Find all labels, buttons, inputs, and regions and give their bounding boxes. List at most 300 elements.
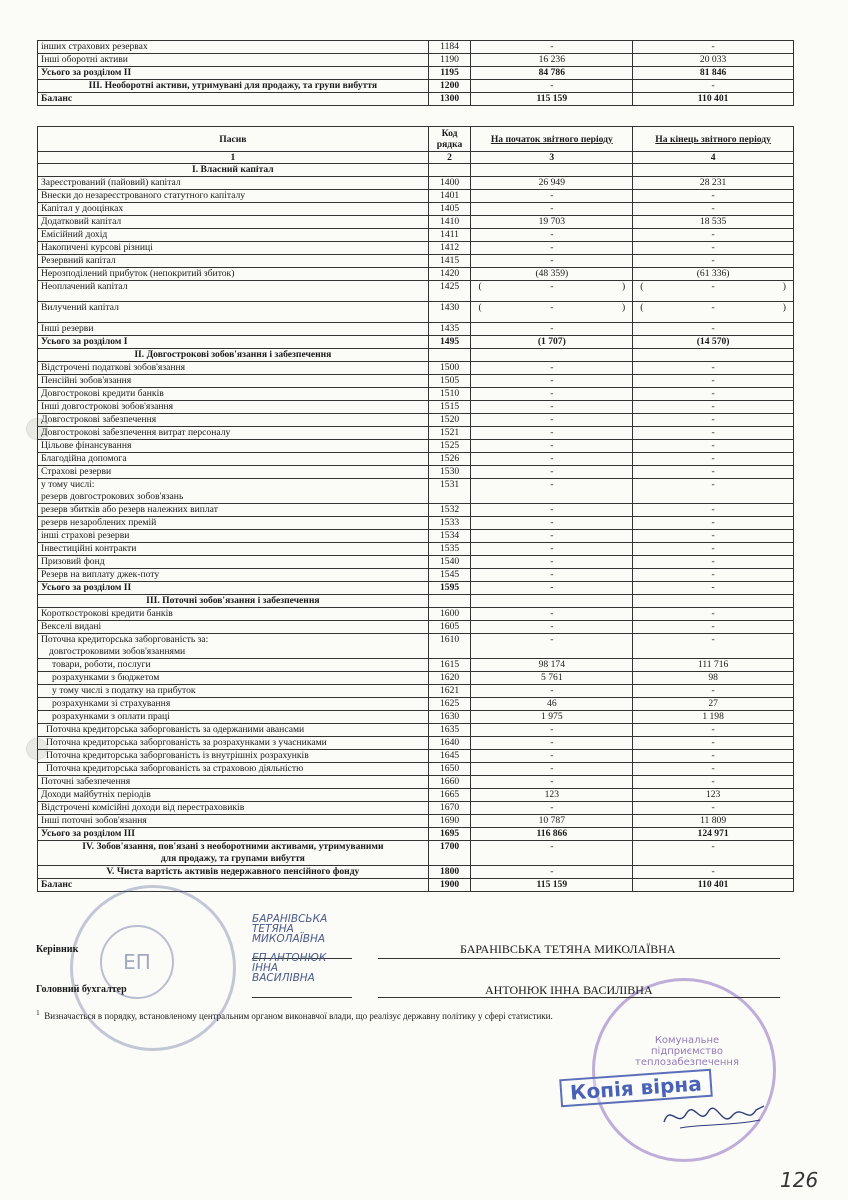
row-value-end: -: [633, 388, 794, 401]
row-code: 1515: [428, 401, 471, 414]
table-row: [38, 41, 794, 54]
table-row: [38, 595, 794, 608]
row-value-end: 81 846: [633, 67, 794, 80]
table-row: [38, 802, 794, 815]
row-code: 1520: [428, 414, 471, 427]
row-label: Інші довгострокові зобов'язання: [38, 401, 429, 414]
row-label-line: резерв довгострокових зобов'язань: [41, 491, 184, 502]
row-value-end: -: [633, 427, 794, 440]
row-value-start: -: [471, 375, 633, 388]
row-value-end: -: [633, 634, 794, 659]
row-value-start: -: [471, 582, 633, 595]
row-value-start: -: [471, 608, 633, 621]
row-value-end: -: [633, 190, 794, 203]
row-value-start: -: [471, 440, 633, 453]
row-value-end: -: [633, 323, 794, 336]
row-value-start: 19 703: [471, 216, 633, 229]
row-value-start: -: [471, 556, 633, 569]
header-passive: Пасив: [38, 127, 429, 152]
row-code: 1595: [428, 582, 471, 595]
row-value-end: -: [633, 517, 794, 530]
paren-open: (: [640, 281, 644, 292]
row-code: 1430: [428, 302, 471, 323]
footnote: [36, 1008, 553, 1021]
row-value-end: (61 336): [633, 268, 794, 281]
row-value-start: [471, 595, 633, 608]
row-value-start: -: [471, 866, 633, 879]
row-code: 1900: [428, 879, 471, 892]
table-row: [38, 268, 794, 281]
liabilities-table: [37, 126, 794, 892]
accountant-name-line: [378, 997, 780, 998]
row-value-start: -: [471, 242, 633, 255]
row-label: товари, роботи, послуги: [38, 659, 429, 672]
row-code: 1526: [428, 453, 471, 466]
row-value-end: -: [633, 608, 794, 621]
row-value-start: -: [471, 763, 633, 776]
row-code: 1495: [428, 336, 471, 349]
row-value-start: 115 159: [471, 879, 633, 892]
table-row: [38, 453, 794, 466]
row-value-end: 123: [633, 789, 794, 802]
copy-certified-stamp: Копія вірна: [559, 1069, 712, 1108]
row-code: 1540: [428, 556, 471, 569]
value: -: [550, 302, 554, 313]
row-value-start: -: [471, 453, 633, 466]
row-label-line: довгостроковими зобов'язаннями: [49, 646, 186, 657]
row-value-start: 98 174: [471, 659, 633, 672]
value: -: [711, 281, 715, 292]
row-value-end: [633, 595, 794, 608]
row-value-end: -: [633, 203, 794, 216]
table-row: [38, 203, 794, 216]
head-full-name: БАРАНІВСЬКА ТЕТЯНА МИКОЛАЇВНА: [460, 942, 676, 956]
row-label: Відстрочені комісійні доходи від перестраховиків: [38, 802, 429, 815]
header-start: На початок звітного періоду: [471, 127, 633, 152]
row-value-start: [471, 281, 633, 302]
table-row: [38, 685, 794, 698]
head-name-line: [378, 958, 780, 959]
row-code: 1401: [428, 190, 471, 203]
handwritten-signature: [660, 1098, 770, 1134]
table-row: [38, 711, 794, 724]
parenthesized-value: [636, 302, 790, 314]
row-value-start: -: [471, 229, 633, 242]
footnote-mark: 1: [36, 1008, 40, 1017]
row-label: IV. Зобов'язання, пов'язані з необоротними активами, утримуваними для продажу, та групами вибуття: [38, 841, 429, 866]
row-value-end: -: [633, 479, 794, 504]
col-number: 1: [38, 152, 429, 164]
row-value-end: 20 033: [633, 54, 794, 67]
row-value-start: (1 707): [471, 336, 633, 349]
row-code: 1532: [428, 504, 471, 517]
table-row: [38, 375, 794, 388]
row-code: 1195: [428, 67, 471, 80]
row-code: 1412: [428, 242, 471, 255]
row-value-end: -: [633, 255, 794, 268]
row-label: Інвестиційні контракти: [38, 543, 429, 556]
row-code: 1530: [428, 466, 471, 479]
table-row: [38, 789, 794, 802]
row-value-end: 124 971: [633, 828, 794, 841]
row-label: [38, 634, 429, 659]
column-number-row: [38, 152, 794, 164]
row-value-end: -: [633, 401, 794, 414]
row-value-start: -: [471, 724, 633, 737]
table-row: [38, 67, 794, 80]
row-value-start: 5 761: [471, 672, 633, 685]
table-row: [38, 242, 794, 255]
row-code: [428, 595, 471, 608]
table-row: [38, 427, 794, 440]
row-code: 1510: [428, 388, 471, 401]
row-code: 1700: [428, 841, 471, 866]
row-code: 1521: [428, 427, 471, 440]
row-value-end: 110 401: [633, 879, 794, 892]
table-row: [38, 479, 794, 504]
row-label: Капітал у дооцінках: [38, 203, 429, 216]
row-value-start: -: [471, 479, 633, 504]
row-code: 1500: [428, 362, 471, 375]
row-label: Інші оборотні активи: [38, 54, 429, 67]
row-label: розрахунками зі страхування: [38, 698, 429, 711]
table-row: [38, 763, 794, 776]
accountant-full-name: АНТОНЮК ІННА ВАСИЛІВНА: [485, 983, 653, 997]
row-code: 1410: [428, 216, 471, 229]
row-label: Цільове фінансування: [38, 440, 429, 453]
row-value-start: -: [471, 517, 633, 530]
row-value-end: -: [633, 621, 794, 634]
row-label: Поточні забезпечення: [38, 776, 429, 789]
table-row: [38, 530, 794, 543]
row-value-start: -: [471, 203, 633, 216]
table-row: [38, 190, 794, 203]
table-row: [38, 54, 794, 67]
row-value-end: [633, 349, 794, 362]
row-label: Додатковий капітал: [38, 216, 429, 229]
row-value-end: -: [633, 866, 794, 879]
page-number: 126: [780, 1168, 819, 1192]
row-label: [38, 479, 429, 504]
header-code: Код рядка: [428, 127, 471, 152]
row-code: 1645: [428, 750, 471, 763]
row-code: 1400: [428, 177, 471, 190]
row-value-end: -: [633, 763, 794, 776]
row-value-start: -: [471, 190, 633, 203]
row-value-end: -: [633, 80, 794, 93]
table-row: [38, 440, 794, 453]
table-header-row: [38, 127, 794, 152]
row-code: 1670: [428, 802, 471, 815]
row-value-end: -: [633, 440, 794, 453]
row-value-end: -: [633, 242, 794, 255]
table-row: [38, 414, 794, 427]
row-value-end: -: [633, 362, 794, 375]
row-value-start: -: [471, 362, 633, 375]
value: -: [550, 281, 554, 292]
row-value-start: (48 359): [471, 268, 633, 281]
table-row: [38, 866, 794, 879]
row-value-start: -: [471, 737, 633, 750]
paren-open: (: [478, 281, 482, 292]
row-code: 1190: [428, 54, 471, 67]
row-code: 1545: [428, 569, 471, 582]
row-code: 1415: [428, 255, 471, 268]
table-row: [38, 401, 794, 414]
paren-open: (: [478, 302, 482, 313]
row-value-end: [633, 164, 794, 177]
table-row: [38, 80, 794, 93]
row-value-end: -: [633, 414, 794, 427]
table-row: [38, 349, 794, 362]
table-row: [38, 302, 794, 323]
value: -: [711, 302, 715, 313]
ep-stamp-logo: ЕП: [100, 925, 174, 999]
row-value-start: -: [471, 255, 633, 268]
table-row: [38, 737, 794, 750]
row-value-end: 110 401: [633, 93, 794, 106]
table-row: [38, 815, 794, 828]
row-label: Нерозподілений прибуток (непокритий збиток): [38, 268, 429, 281]
table-row: [38, 698, 794, 711]
row-code: [428, 164, 471, 177]
row-code: 1665: [428, 789, 471, 802]
row-value-start: 46: [471, 698, 633, 711]
row-label: Довгострокові забезпечення витрат персоналу: [38, 427, 429, 440]
row-label: Усього за розділом I: [38, 336, 429, 349]
row-value-end: -: [633, 466, 794, 479]
col-number: 4: [633, 152, 794, 164]
row-value-start: 1 975: [471, 711, 633, 724]
row-label: Пенсійні зобов'язання: [38, 375, 429, 388]
row-value-start: 116 866: [471, 828, 633, 841]
table-row: [38, 177, 794, 190]
row-label-line: у тому числі:: [41, 479, 95, 490]
row-label: Страхові резерви: [38, 466, 429, 479]
table-row: [38, 621, 794, 634]
paren-close: ): [782, 302, 786, 313]
row-label: Поточна кредиторська заборгованість за розрахунками з учасниками: [38, 737, 429, 750]
row-label: розрахунками з оплати праці: [38, 711, 429, 724]
row-label: Емісійний дохід: [38, 229, 429, 242]
table-row: [38, 841, 794, 866]
row-label: Благодійна допомога: [38, 453, 429, 466]
row-code: 1630: [428, 711, 471, 724]
table-row: [38, 672, 794, 685]
row-code: 1615: [428, 659, 471, 672]
row-label: Накопичені курсові різниці: [38, 242, 429, 255]
row-value-start: -: [471, 776, 633, 789]
row-label: III. Необоротні активи, утримувані для продажу, та групи вибуття: [38, 80, 429, 93]
row-value-start: -: [471, 569, 633, 582]
paren-open: (: [640, 302, 644, 313]
row-code: 1690: [428, 815, 471, 828]
row-label: розрахунками з бюджетом: [38, 672, 429, 685]
table-row: [38, 336, 794, 349]
paren-close: ): [622, 281, 626, 292]
row-label: Внески до незареєстрованого статутного капіталу: [38, 190, 429, 203]
row-label: у тому числі з податку на прибуток: [38, 685, 429, 698]
row-code: 1200: [428, 80, 471, 93]
table-row: [38, 776, 794, 789]
table-row: [38, 164, 794, 177]
row-label: Баланс: [38, 879, 429, 892]
head-handwritten-name: БАРАНІВСЬКА ТЕТЯНА МИКОЛАЇВНА: [252, 913, 328, 945]
paren-close: ): [782, 281, 786, 292]
paren-close: ): [622, 302, 626, 313]
row-value-end: [633, 281, 794, 302]
row-label: резерв незароблених премій: [38, 517, 429, 530]
parenthesized-value: [636, 281, 790, 293]
row-label: Баланс: [38, 93, 429, 106]
row-value-start: [471, 349, 633, 362]
row-value-end: -: [633, 569, 794, 582]
row-value-start: 123: [471, 789, 633, 802]
row-label: Резервний капітал: [38, 255, 429, 268]
table-row: [38, 750, 794, 763]
row-code: 1625: [428, 698, 471, 711]
row-value-end: 11 809: [633, 815, 794, 828]
row-label: Усього за розділом III: [38, 828, 429, 841]
row-value-start: -: [471, 750, 633, 763]
parenthesized-value: [474, 281, 629, 293]
row-value-end: -: [633, 685, 794, 698]
row-code: [428, 349, 471, 362]
row-value-start: -: [471, 802, 633, 815]
row-label: III. Поточні зобов'язання і забезпечення: [38, 595, 429, 608]
row-value-start: -: [471, 427, 633, 440]
row-label: Вилучений капітал: [38, 302, 429, 323]
row-value-end: -: [633, 375, 794, 388]
table-row: [38, 608, 794, 621]
table-row: [38, 466, 794, 479]
table-row: [38, 255, 794, 268]
row-code: 1660: [428, 776, 471, 789]
row-label: Зареєстрований (пайовий) капітал: [38, 177, 429, 190]
table-row: [38, 517, 794, 530]
row-label: II. Довгострокові зобов'язання і забезпечення: [38, 349, 429, 362]
accountant-label: Головний бухгалтер: [36, 984, 127, 995]
row-value-start: -: [471, 530, 633, 543]
footnote-text: Визначається в порядку, встановленому центральним органом виконавчої влади, що реалізує державну політику у сфері статистики.: [44, 1011, 553, 1021]
row-value-start: -: [471, 80, 633, 93]
row-value-end: -: [633, 530, 794, 543]
table-row: [38, 281, 794, 302]
row-value-end: -: [633, 556, 794, 569]
row-code: 1533: [428, 517, 471, 530]
row-value-end: -: [633, 750, 794, 763]
row-code: 1184: [428, 41, 471, 54]
row-code: 1435: [428, 323, 471, 336]
accountant-sign-line: [252, 997, 352, 998]
table-row: [38, 216, 794, 229]
row-value-start: 26 949: [471, 177, 633, 190]
row-code: 1505: [428, 375, 471, 388]
head-label: Керівник: [36, 944, 79, 955]
row-label: Усього за розділом II: [38, 582, 429, 595]
row-label: Короткострокові кредити банків: [38, 608, 429, 621]
row-value-end: -: [633, 582, 794, 595]
table-row: [38, 569, 794, 582]
row-code: 1800: [428, 866, 471, 879]
row-label: Інші резерви: [38, 323, 429, 336]
row-value-end: 27: [633, 698, 794, 711]
row-code: 1411: [428, 229, 471, 242]
row-code: 1425: [428, 281, 471, 302]
stamp-org-name: Комунальне підприємство теплозабезпечення: [635, 1035, 739, 1068]
row-value-end: 111 716: [633, 659, 794, 672]
row-code: 1635: [428, 724, 471, 737]
row-value-end: 1 198: [633, 711, 794, 724]
table-row: [38, 362, 794, 375]
col-number: 2: [428, 152, 471, 164]
row-value-start: 16 236: [471, 54, 633, 67]
table-row: [38, 504, 794, 517]
row-code: 1535: [428, 543, 471, 556]
row-value-start: -: [471, 543, 633, 556]
row-label: Усього за розділом II: [38, 67, 429, 80]
row-value-start: [471, 164, 633, 177]
table-row: [38, 543, 794, 556]
row-label: Відстрочені податкові зобов'язання: [38, 362, 429, 375]
row-value-end: 28 231: [633, 177, 794, 190]
row-value-start: [471, 302, 633, 323]
row-label: інші страхові резерви: [38, 530, 429, 543]
row-code: 1695: [428, 828, 471, 841]
row-code: 1600: [428, 608, 471, 621]
row-value-end: (14 570): [633, 336, 794, 349]
row-label: інших страхових резервах: [38, 41, 429, 54]
row-label: Призовий фонд: [38, 556, 429, 569]
assets-continuation-table: [37, 40, 794, 106]
row-value-start: 115 159: [471, 93, 633, 106]
row-label: Поточна кредиторська заборгованість за одержаними авансами: [38, 724, 429, 737]
row-value-start: -: [471, 841, 633, 866]
row-value-start: -: [471, 401, 633, 414]
row-code: 1525: [428, 440, 471, 453]
row-value-start: 84 786: [471, 67, 633, 80]
row-label: Інші поточні зобов'язання: [38, 815, 429, 828]
row-value-end: -: [633, 229, 794, 242]
parenthesized-value: [474, 302, 629, 314]
row-value-start: -: [471, 388, 633, 401]
row-value-end: 98: [633, 672, 794, 685]
row-label-line: Поточна кредиторська заборгованість за:: [41, 634, 209, 645]
row-value-start: -: [471, 504, 633, 517]
row-value-start: -: [471, 414, 633, 427]
row-code: 1420: [428, 268, 471, 281]
row-value-end: -: [633, 543, 794, 556]
row-value-start: -: [471, 41, 633, 54]
row-value-start: -: [471, 323, 633, 336]
header-end: На кінець звітного періоду: [633, 127, 794, 152]
table-row: [38, 388, 794, 401]
row-value-end: -: [633, 737, 794, 750]
row-label: Поточна кредиторська заборгованість за страховою діяльністю: [38, 763, 429, 776]
row-value-end: -: [633, 776, 794, 789]
row-code: 1650: [428, 763, 471, 776]
row-code: 1640: [428, 737, 471, 750]
row-label: Векселі видані: [38, 621, 429, 634]
row-label: Довгострокові забезпечення: [38, 414, 429, 427]
table-row: [38, 556, 794, 569]
row-label: I. Власний капітал: [38, 164, 429, 177]
row-label: Неоплачений капітал: [38, 281, 429, 302]
row-value-start: 10 787: [471, 815, 633, 828]
table-row: [38, 582, 794, 595]
row-value-end: -: [633, 453, 794, 466]
row-label: Резерв на виплату джек-поту: [38, 569, 429, 582]
